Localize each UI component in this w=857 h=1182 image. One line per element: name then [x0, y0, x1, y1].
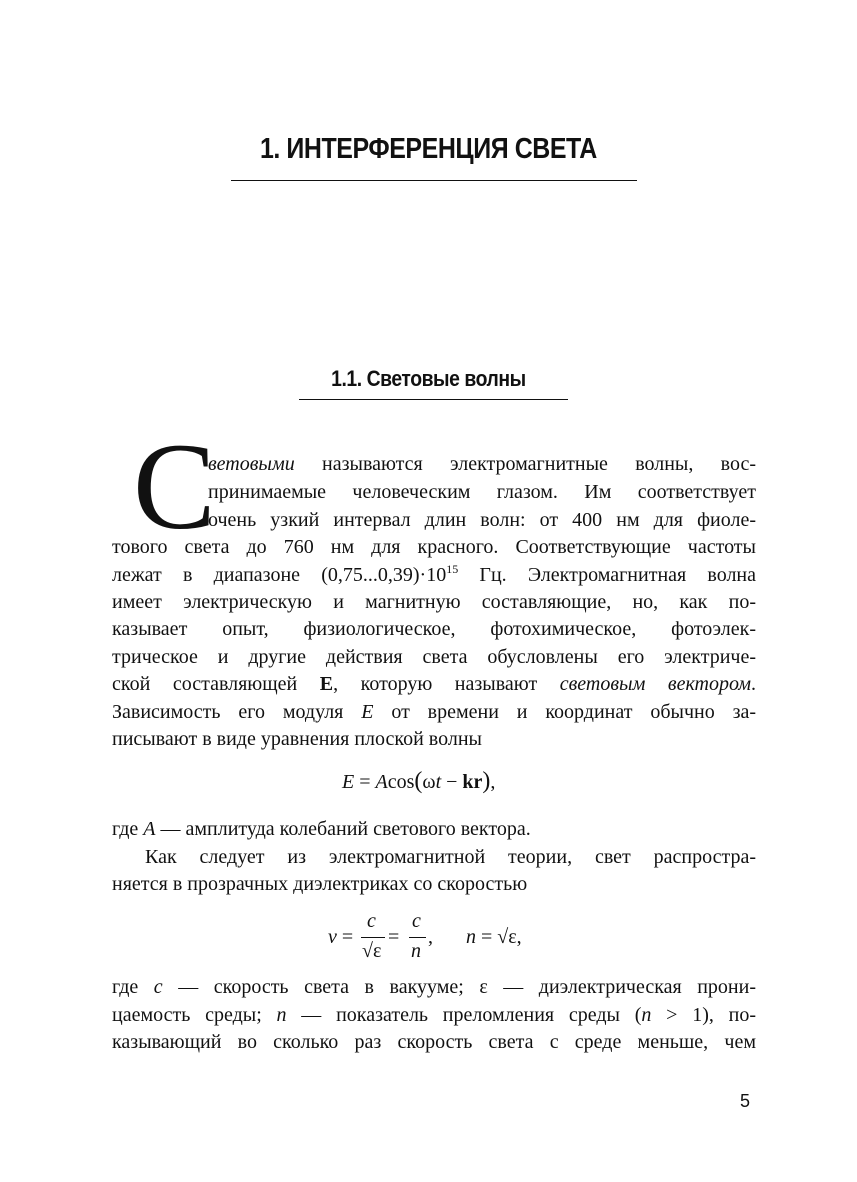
right-paren: )	[482, 768, 491, 794]
text-line: няется в прозрачных диэлектриках со скоростью	[112, 873, 528, 895]
n-letter: n	[466, 926, 476, 948]
formula-n-sqrt-eps	[466, 926, 522, 949]
text-line	[112, 672, 756, 696]
text-line	[112, 563, 756, 589]
text-span: от времени и координат обычно за-	[373, 701, 757, 723]
text-span: Зависимость его модуля	[112, 701, 362, 723]
text-line	[112, 975, 756, 999]
var-A: A	[375, 771, 388, 793]
formula-plane-wave	[342, 768, 495, 795]
denominator-n	[411, 940, 421, 963]
text-line: казывает опыт, физиологическое, фотохимическое, фотоэлек-	[112, 618, 756, 640]
text-span: , которую называют	[333, 673, 560, 695]
omega: ω	[422, 771, 436, 793]
n-letter: n	[411, 940, 421, 962]
text-line	[112, 700, 756, 724]
minus: −	[441, 771, 463, 793]
fraction-bar	[409, 937, 426, 938]
numerator-c	[367, 910, 376, 933]
v-letter: v	[328, 926, 337, 948]
text-span: называются электромагнитные волны, вос-	[294, 453, 756, 475]
text-line: писывают в виде уравнения плоской волны	[112, 728, 482, 750]
text-span: > 1), по-	[651, 1004, 756, 1026]
text-line: казывающий во сколько раз скорость света с среде меньше, чем	[112, 1031, 756, 1053]
variable: c	[153, 976, 163, 998]
vector-symbol: E	[319, 673, 334, 695]
exponent: 15	[446, 562, 459, 576]
text-span: лежат в диапазоне (0,75...0,39)·10	[112, 564, 447, 586]
equals: =	[476, 926, 498, 948]
text-line	[112, 817, 531, 841]
comma: ,	[428, 926, 433, 948]
equals: =	[336, 926, 354, 948]
cos: cos	[387, 771, 415, 793]
text-line	[208, 452, 756, 476]
section-title: 1.1. Световые волны	[331, 366, 526, 391]
equals: =	[388, 926, 400, 948]
text-line: Как следует из электромагнитной теории, свет распростра-	[145, 846, 756, 868]
text-span: цаемость среды;	[112, 1004, 277, 1026]
c-letter: c	[412, 910, 421, 932]
chapter-title-underline	[231, 180, 637, 181]
c-letter: c	[367, 910, 376, 932]
var-v	[328, 926, 353, 949]
denominator-sqrt-eps: √ε	[362, 940, 382, 962]
text-span: где	[112, 818, 144, 840]
italic-term: ветовыми	[208, 453, 295, 475]
text-span: .	[751, 673, 756, 695]
text-line: очень узкий интервал длин волн: от 400 нм для фиоле-	[208, 509, 756, 531]
text-line: тового света до 760 нм для красного. Соответствующие частоты	[112, 536, 756, 558]
text-span: — показатель преломления среды (	[286, 1004, 642, 1026]
comma: ,	[516, 926, 522, 948]
equals: =	[354, 771, 376, 793]
text-span: где	[112, 976, 154, 998]
chapter-title: 1. ИНТЕРФЕРЕНЦИЯ СВЕТА	[259, 133, 597, 165]
text-span: Гц. Электромагнитная волна	[458, 564, 757, 586]
section-title-underline	[299, 399, 568, 400]
comma: ,	[490, 771, 496, 793]
variable: n	[641, 1004, 652, 1026]
fraction-bar	[361, 937, 385, 938]
drop-cap: С	[133, 418, 216, 555]
page-number: 5	[740, 1091, 751, 1111]
text-line: имеет электрическую и магнитную составляющие, но, как по-	[112, 591, 756, 613]
var-t: t	[435, 771, 442, 793]
variable: n	[276, 1004, 287, 1026]
italic-term: световым вектором	[559, 673, 751, 695]
text-line: принимаемые человеческим глазом. Им соответствует	[208, 481, 756, 503]
variable: E	[361, 701, 374, 723]
text-line: трическое и другие действия света обусловлены его электриче-	[112, 646, 756, 668]
left-paren: (	[414, 768, 423, 794]
text-span: ской составляющей	[112, 673, 320, 695]
text-line	[112, 1003, 756, 1027]
numerator-c	[412, 910, 421, 933]
var-E: E	[342, 771, 355, 793]
sqrt-eps: √ε	[497, 926, 517, 948]
variable: A	[143, 818, 156, 840]
text-span: — амплитуда колебаний светового вектора.	[155, 818, 531, 840]
text-span: — скорость света в вакууме; ε — диэлектрическая прони-	[162, 976, 756, 998]
vector-kr: kr	[462, 771, 483, 793]
